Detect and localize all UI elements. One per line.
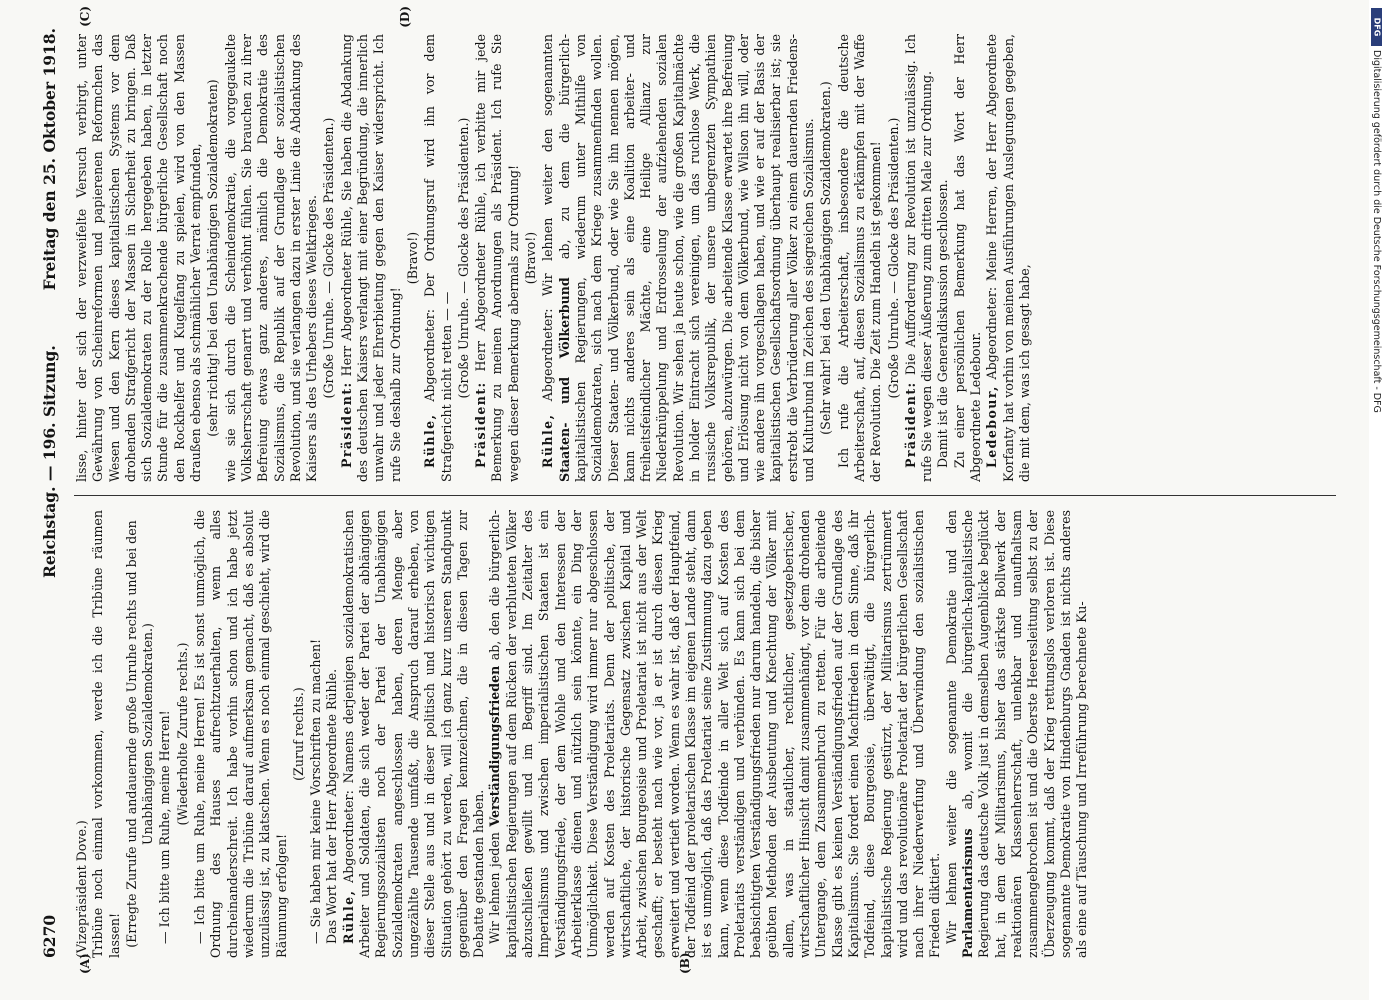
paragraph: Zu einer persönlichen Bemerkung hat das Wort der Herr Abgeordnete Ledebour.: [951, 34, 984, 482]
speech-text: Abgeordneter: Meine Herren, der Herr Abgeordnete Korfanty hat vorhin von meinen Ausführungen Auslegungen gegeben, die mit dem, was ich gesagt habe,: [984, 34, 1032, 482]
left-column: [74, 510, 1336, 958]
speech-paragraph: [944, 510, 1091, 958]
speech-text: ab, zu dem die bürgerlich-kapitalistischen Regierungen, wiederum unter Mithilfe von Sozialdemokraten, sich nach dem Kriege zusammenfinden wollen. Dieser Staaten- und Völkerbund, oder wie Sie ihn nennen mögen, kann nichts anderes sein als eine Koalition arbeiter- und freiheitsfeindlicher Mächte, eine Heilige Allianz zur Niederknüppelung und Erdrosselung der aufziehenden sozialen Revolution. Wir sehen ja heute schon, wie die großen Kapitalmächte in holder Eintracht sich vereinigen, um das ruchlose Werk, die russische Volksrepublik, der unsere unbegrenzten Sympathien gehören, abzuwürgen. Die arbeitende Klasse erwartet ihre Befreiung und Erlösung nicht von dem Völkerbund, wie Wilson ihn will, oder wie andere ihn vorgeschlagen haben, und wie er auf der Basis der kapitalistischen Gesellschaftsordnung überhaupt realisierbar ist; sie erstrebt die Verbrüderung aller Völker zu einem dauernden Friedens- und Kulturbund im Zeichen des siegreichen Sozialismus.: [556, 34, 817, 482]
paragraph: Ich rufe die Arbeiterschaft, insbesondere die deutsche Arbeiterschaft, auf, diesen Sozialismus zu erkämpfen mit der Waffe der Revolution. Die Zeit zum Handeln ist gekommen!: [835, 34, 884, 482]
interjection: (Bravo!): [523, 231, 539, 285]
speech-text: Wir lehnen jeden: [487, 832, 503, 944]
speech-paragraph: [487, 510, 943, 958]
interjection: (Zuruf rechts.): [290, 687, 306, 781]
speech-paragraph: [903, 34, 936, 482]
paragraph: — Ich bitte um Ruhe, meine Herren!: [157, 710, 173, 944]
session-date: Freitag den 25. Oktober 1918.: [40, 28, 59, 291]
margin-marker-c: (C): [78, 6, 92, 27]
dfg-logo-text: DFG: [1372, 17, 1381, 37]
session-title: Reichstag. — 196. Sitzung.: [40, 345, 59, 578]
emphasis: Verständigungsfrieden: [487, 665, 503, 827]
margin-marker-b: (B): [678, 952, 692, 974]
interjection: (Wiederholte Zurufe rechts.): [174, 642, 190, 826]
emphasis: Parlamentarismus: [960, 828, 976, 958]
emphasis: Staaten- und Völkerbund: [556, 277, 572, 482]
paragraph: Tribüne noch einmal vorkommen, werde ich die Tribüne räumen lassen!: [90, 510, 122, 958]
speech-text: Die Aufforderung zur Revolution ist unzulässig. Ich rufe Sie wegen dieser Äußerung zum dritten Male zur Ordnung.: [902, 34, 935, 482]
interjection: (sehr richtig! bei den Unabhängigen Sozialdemokraten): [205, 79, 221, 437]
margin-marker-d: (D): [398, 6, 412, 28]
paragraph: lisse, hinter der sich der verzweifelte Versuch verbirgt, unter Gewährung von Scheinreformen und papierenen Reformchen das Wesen und den Kern dieses kapitalistischen Systems vor dem drohenden Strafgericht der Massen in Sicherheit zu bringen. Daß sich Sozialdemokraten zu der Rolle hergegeben haben, in letzter Stunde für die zusammenkrachende bürgerliche Gesellschaft noch den Rockhelfer und Kugelfang zu spielen, wird von den Massen draußen ebenso als schmählicher Verrat empfunden,: [74, 34, 204, 482]
speech-text: Abgeordneter: Namens derjenigen sozialdemokratischen Arbeiter und Soldaten, die sich weder der Partei der abhängigen Regierungssozialisten noch der Partei der Unabhängigen Sozialdemokraten angeschlossen haben, deren Menge aber ungezählte Tausende umfaßt, die Anspruch darauf erheben, von dieser Stelle aus und in dieser politisch und historisch wichtigen Situation gehört zu werden, will ich ganz kurz unseren Standpunkt gegenüber den Fragen kennzeichnen, die in diesen Tagen zur Debatte gestanden haben.: [340, 510, 487, 958]
page-number: 6270: [40, 914, 59, 958]
interjection: (Große Unruhe. — Glocke des Präsidenten.): [321, 117, 337, 399]
speech-text: Wir lehnen weiter die sogenannte Demokratie und den: [943, 510, 959, 944]
speech-text: Abgeordneter: Wir lehnen weiter den sogenannten: [540, 34, 556, 402]
speaker-name: Präsident:: [902, 381, 918, 468]
speech-paragraph: [339, 34, 404, 482]
column-separator: [74, 495, 1336, 496]
interjection: (Sehr wahr! bei den Unabhängigen Sozialdemokraten.): [818, 81, 834, 435]
speech-text: Abgeordneter: Der Ordnungsruf wird ihn vor dem Strafgericht nicht retten — —: [422, 34, 454, 482]
speech-text: ab, womit die bürgerlich-kapitalistische Regierung das deutsche Volk just in demselben Augenblicke beglückt hat, in dem der Militarismus, bisher das stärkste Bollwerk der reaktionären Klassenherrschaft, unlenkbar und unaufhaltsam zusammengebrochen ist und die Oberste Heeresleitung selbst zu der Überzeugung kommt, daß der Krieg rettungslos verloren ist. Diese sogenannte Demokratie von Hindenburgs Gnaden ist nichts anderes als eine auf Täuschung und Irreführung berechnete Ku-: [960, 510, 1090, 958]
speech-paragraph: [984, 34, 1033, 482]
interjection: (Bravo!): [404, 231, 420, 285]
speech-paragraph: [341, 510, 488, 958]
paragraph: wie sie sich durch die Scheindemokratie, die vorgegaukelte Volksherrschaft genarrt und verhöhnt fühlen. Sie brauchen zu ihrer Befreiung etwas ganz anderes, nämlich die Demokratie des Sozialismus, die Republik auf der Grundlage der sozialistischen Revolution, und sie verlangen dazu in erster Linie die Abdankung des Kaisers als des Urhebers dieses Weltkrieges.: [222, 34, 320, 482]
interjection: (Erregte Zurufe und andauernde große Unruhe rechts und bei den Unabhängigen Sozialdemokraten.): [123, 520, 156, 948]
speech-paragraph: [473, 34, 522, 482]
credit-text: Digitalisierung gefördert durch die Deutsche Forschungsgemeinschaft - DFG: [1371, 50, 1382, 413]
paragraph: Damit ist die Generaldiskussion geschlossen.: [935, 179, 951, 468]
paragraph: Das Wort hat der Herr Abgeordnete Rühle.: [324, 668, 340, 944]
interjection: (Große Unruhe. — Glocke des Präsidenten.): [885, 117, 901, 399]
digitization-credit: [1371, 50, 1383, 610]
speech-paragraph: [540, 34, 817, 482]
speech-text: Herr Abgeordneter Rühle, ich verbitte mir jede Bemerkung zu meinen Anordnungen als Präsident. Ich rufe Sie wegen dieser Bemerkung abermals zur Ordnung!: [473, 34, 521, 482]
paragraph: — Ich bitte um Ruhe, meine Herren! Es ist sonst unmöglich, die Ordnung des Hauses aufrechtzuerhalten, wenn alles durcheinanderschreit. Ich habe vorhin schon und ich habe jetzt wiederum die Tribüne darauf aufmerksam gemacht, daß es absolut unzulässig ist, zu klatschen. Wenn es noch einmal geschieht, wird die Räumung erfolgen!: [192, 510, 289, 958]
speaker-name: Ledebour,: [984, 385, 1000, 468]
speaker-name: Rühle,: [340, 889, 356, 944]
speech-text: Herr Abgeordneter Rühle, Sie haben die Abdankung des deutschen Kaisers verlangt mit einer Begründung, die innerlich unwahr und jeder Ehrerbietung gegen den Kaiser widerspricht. Ich rufe Sie deshalb zur Ordnung!: [338, 34, 403, 482]
speaker-name: Rühle,: [540, 413, 556, 468]
speech-paragraph: [422, 34, 455, 482]
dfg-logo: [1371, 8, 1382, 46]
interjection: (Große Unruhe. — Glocke des Präsidenten.): [455, 117, 471, 399]
speaker-name: Präsident:: [338, 381, 354, 468]
margin-marker-a: (A): [78, 953, 92, 974]
speech-text: ab, den die bürgerlich-kapitalistischen Regierungen auf dem Rücken der verbluteten Völker abzuschließen gewillt und im Begriff sind. Im Zeitalter des Imperialismus und zwischen imperialistischen Staaten ist ein Verständigungsfriede, der dem Wohle und den Interessen der Arbeiterklasse dienen und nützlich sein könnte, ein Ding der Unmöglichkeit. Diese Verständigung wird immer nur abgeschlossen werden auf Kosten des Proletariats. Denn der politische, der wirtschaftliche, der historische Gegensatz zwischen Kapital und Arbeit, zwischen Bourgeoisie und Proletariat ist nicht aus der Welt geschafft; er besteht nach wie vor, ja er ist durch diesen Krieg erweitert und vertieft worden. Wenn es wahr ist, daß der Hauptfeind, der Todfeind der proletarischen Klasse im eigenen Lande steht, dann ist es unmöglich, daß das Proletariat seine Zustimmung dazu geben kann, wenn diese Todfeinde in aller Welt sich auf Kosten des Proletariats verständigen und verbünden. Es kann sich bei dem beabsichtigten Verständigungsfrieden nur darum handeln, die bisher geübten Methoden der Ausbeutung und Knechtung der Völker mit allem, was in staatlicher, rechtlicher, gesetzgeberischer, wirtschaftlicher Hinsicht damit zusammenhängt, vor dem drohenden Untergange, dem Zusammenbruch zu retten. Für die arbeitende Klasse gibt es keinen Verständigungsfrieden auf der Grundlage des Kapitalismus. Sie fordert einen Machtfrieden in dem Sinne, daß ihr Todfeind, diese Bourgeoisie, überwältigt, die bürgerlich-kapitalistische Regierung gestürzt, der Militarismus zertrümmert wird und das revolutionäre Proletariat der bürgerlichen Gesellschaft nach ihrer Niederwerfung und Überwindung den sozialistischen Frieden diktiert.: [487, 510, 943, 958]
page-header: [38, 28, 66, 958]
speaker-name: Präsident:: [473, 381, 489, 468]
speaker-name: Rühle,: [422, 413, 438, 468]
paragraph: — Sie haben mir keine Vorschriften zu machen!: [308, 638, 324, 944]
speaker-note: (Vizepräsident Dove.): [74, 820, 89, 958]
right-column: [74, 34, 1336, 482]
rotated-page-content: [38, 6, 1336, 974]
